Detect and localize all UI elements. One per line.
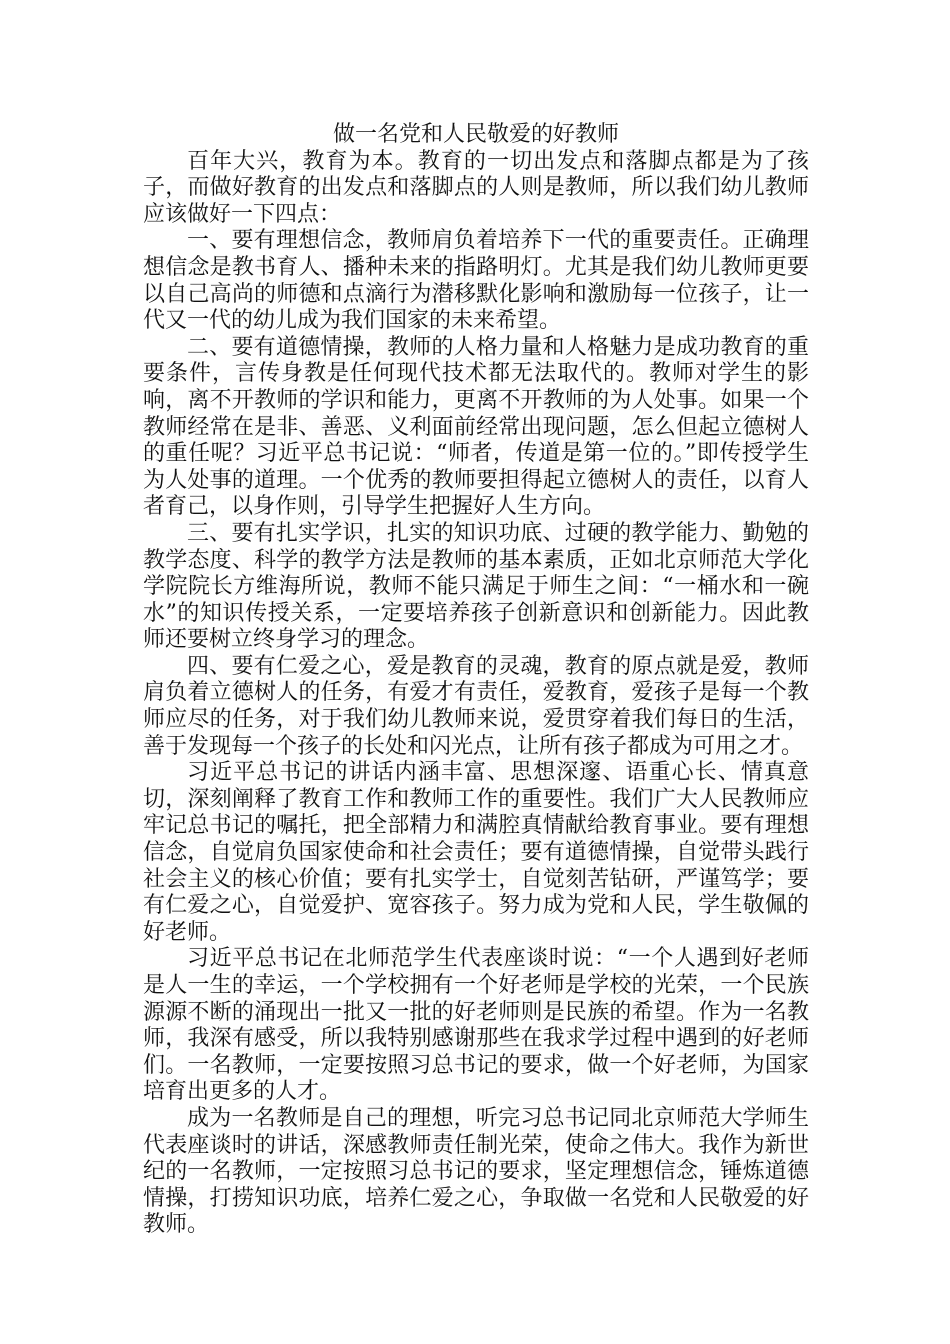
- paragraph-conclusion: 成为一名教师是自己的理想，听完习总书记同北京师范大学师生代表座谈时的讲话，深感教师责任制光荣，使命之伟大。我作为新世纪的一名教师，一定按照习总书记的要求，坚定理想信念，锤炼道德情操，打捞知识功底，培养仁爱之心，争取做一名党和人民敬爱的好教师。: [143, 1105, 809, 1238]
- paragraph-morality: 二、要有道德情操，教师的人格力量和人格魅力是成功教育的重要条件，言传身教是任何现代技术都无法取代的。教师对学生的影响，离不开教师的学识和能力，更离不开教师的为人处事。如果一个教师经常在是非、善恶、义利面前经常出现问题，怎么但起立德树人的重任呢？习近平总书记说：“师者，传道是第一位的。”即传授学生为人处事的道理。一个优秀的教师要担得起立德树人的责任，以育人者育己，以身作则，引导学生把握好人生方向。: [143, 334, 809, 520]
- paragraph-ideals: 一、要有理想信念，教师肩负着培养下一代的重要责任。正确理想信念是教书育人、播种未来的指路明灯。尤其是我们幼儿教师更要以自己高尚的师德和点滴行为潜移默化影响和激励每一位孩子，让一代又一代的幼儿成为我们国家的未来希望。: [143, 228, 809, 334]
- paragraph-intro: 百年大兴，教育为本。教育的一切出发点和落脚点都是为了孩子，而做好教育的出发点和落脚点的人则是教师，所以我们幼儿教师应该做好一下四点：: [143, 148, 809, 227]
- paragraph-benevolence: 四、要有仁爱之心，爱是教育的灵魂，教育的原点就是爱，教师肩负着立德树人的任务，有爱才有责任，爱教育，爱孩子是每一个教师应尽的任务，对于我们幼儿教师来说，爱贯穿着我们每日的生活，善于发现每一个孩子的长处和闪光点，让所有孩子都成为可用之才。: [143, 653, 809, 759]
- document-body: [143, 122, 809, 1239]
- document-title: 做一名党和人民敬爱的好教师: [332, 122, 619, 147]
- paragraph-good-teacher-quote: 习近平总书记在北师范学生代表座谈时说：“一个人遇到好老师是人一生的幸运，一个学校拥有一个好老师是学校的光荣，一个民族源源不断的涌现出一批又一批的好老师则是民族的希望。作为一名教师，我深有感受，所以我特别感谢那些在我求学过程中遇到的好老师们。一名教师，一定要按照习总书记的要求，做一个好老师，为国家培育出更多的人才。: [143, 946, 809, 1105]
- paragraph-speech-summary: 习近平总书记的讲话内涵丰富、思想深邃、语重心长、情真意切，深刻阐释了教育工作和教师工作的重要性。我们广大人民教师应牢记总书记的嘱托，把全部精力和满腔真情献给教育事业。要有理想信念，自觉肩负国家使命和社会责任；要有道德情操，自觉带头践行社会主义的核心价值；要有扎实学士，自觉刻苦钻研，严谨笃学；要有仁爱之心，自觉爱护、宽容孩子。努力成为党和人民，学生敬佩的好老师。: [143, 760, 809, 945]
- paragraph-knowledge: 三、要有扎实学识，扎实的知识功底、过硬的教学能力、勤勉的教学态度、科学的教学方法是教师的基本素质，正如北京师范大学化学院院长方维海所说，教师不能只满足于师生之间：“一桶水和一碗水”的知识传授关系，一定要培养孩子创新意识和创新能力。因此教师还要树立终身学习的理念。: [143, 520, 809, 653]
